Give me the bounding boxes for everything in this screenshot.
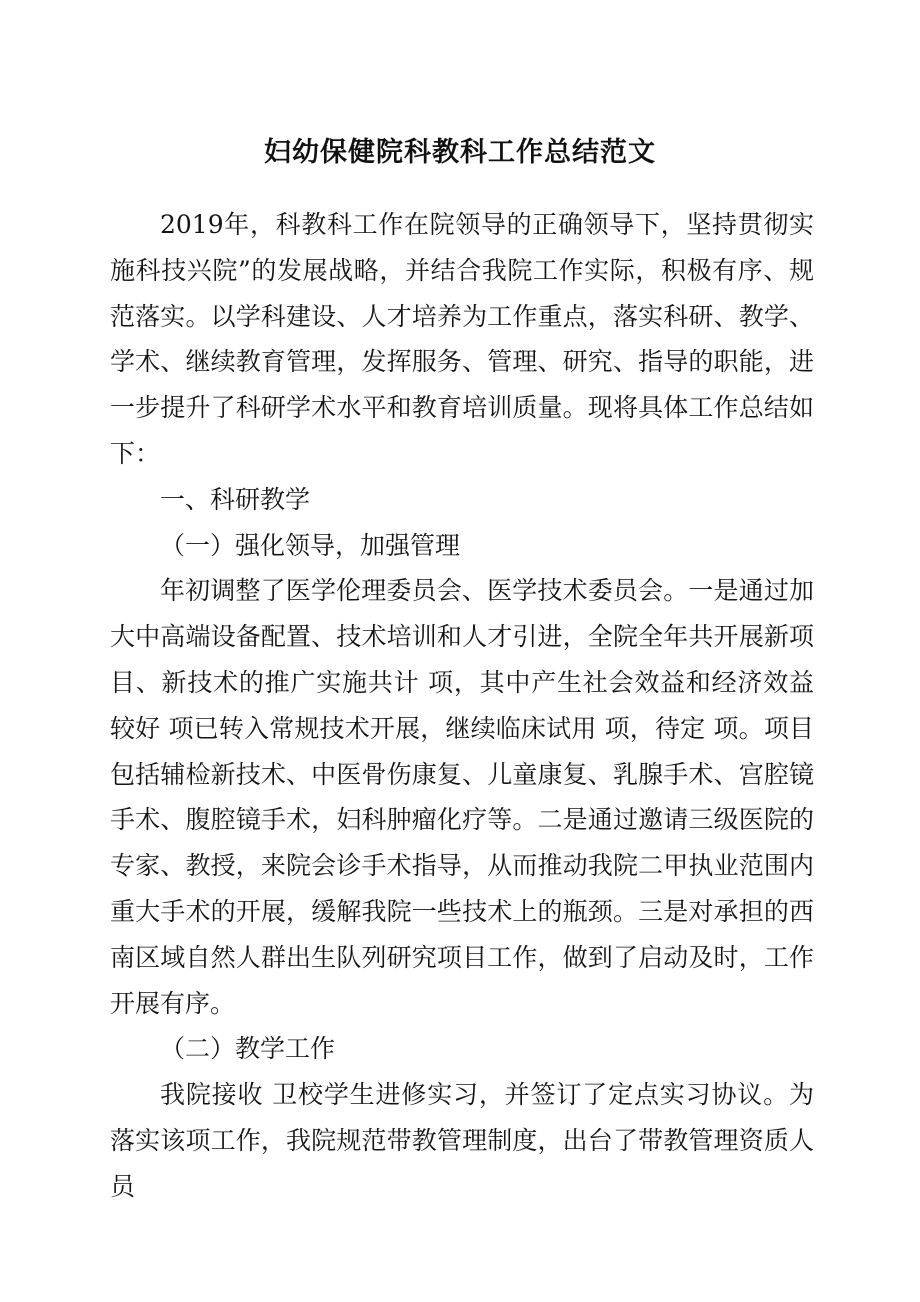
paragraph-research: 年初调整了医学伦理委员会、医学技术委员会。一是通过加大中高端设备配置、技术培训和人才引进，全院全年共开展新项目、新技术的推广实施共计 项，其中产生社会效益和经济效益较好 项已转入常规技术开展，继续临床试用 项，待定 项。项目包括辅检新技术、中医骨伤康复、儿童康复、乳腺手术、宫腔镜手术、腹腔镜手术，妇科肿瘤化疗等。二是通过邀请三级医院的专家、教授，来院会诊手术指导，从而推动我院二甲执业范围内重大手术的开展，缓解我院一些技术上的瓶颈。三是对承担的西南区域自然人群出生队列研究项目工作，做到了启动及时，工作开展有序。 xyxy=(110,576,814,1018)
document-title: 妇幼保健院科教科工作总结范文 xyxy=(264,137,656,168)
subsection-heading-1: （一）强化领导，加强管理 xyxy=(160,530,461,560)
paragraph-teaching: 我院接收 卫校学生进修实习，并签订了定点实习协议。为落实该项工作，我院规范带教管理制度，出台了带教管理资质人员 xyxy=(110,1080,814,1201)
subsection-heading-2: （二）教学工作 xyxy=(160,1034,336,1064)
paragraph-intro: 2019年，科教科工作在院领导的正确领导下，坚持贯彻实施科技兴院”的发展战略，并结合我院工作实际，积极有序、规范落实。以学科建设、人才培养为工作重点，落实科研、教学、学术、继续教育管理，发挥服务、管理、研究、指导的职能，进一步提升了科研学术水平和教育培训质量。现将具体工作总结如下： xyxy=(110,210,814,468)
document-body xyxy=(110,202,814,1210)
section-heading-1: 一、科研教学 xyxy=(160,484,311,514)
